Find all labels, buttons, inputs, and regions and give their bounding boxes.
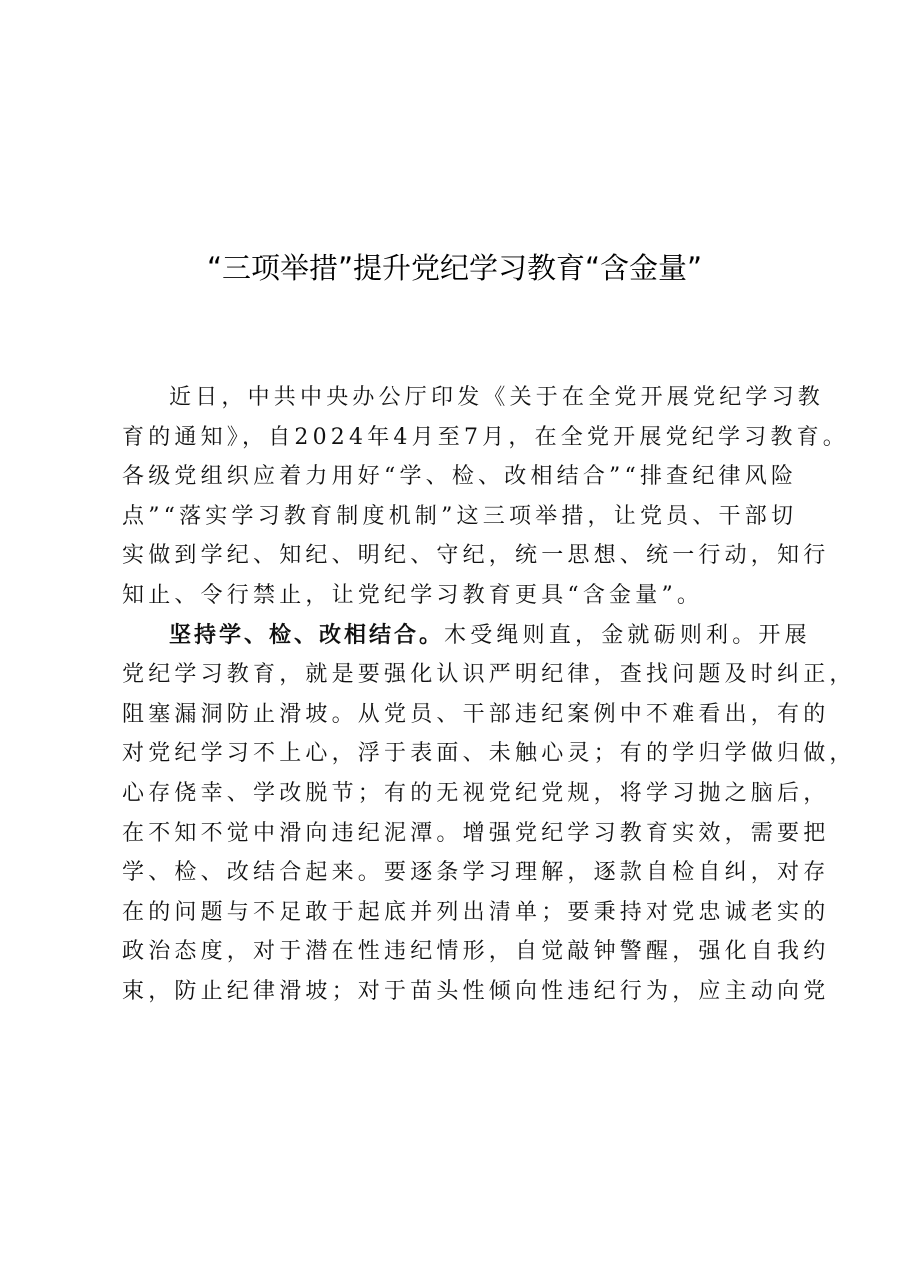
paragraph-first-line — [122, 616, 812, 656]
paragraph-line: 近日，中共中央办公厅印发《关于在全党开展党纪学习教 — [169, 385, 825, 410]
paragraph-line: 实做到学纪、知纪、明纪、守纪，统一思想、统一行动，知行 — [122, 543, 830, 569]
paragraph-lead-heading: 坚持学、检、改相结合。 — [169, 622, 445, 648]
paragraph-line: 党纪学习教育，就是要强化认识严明纪律，查找问题及时纠正， — [122, 662, 856, 688]
paragraph-line: 学、检、改结合起来。要逐条学习理解，逐款自检自纠，对存 — [122, 860, 830, 886]
paragraph-2 — [122, 616, 856, 1012]
paragraph-line: 点”“落实学习教育制度机制”这三项举措，让党员、干部切 — [122, 503, 798, 529]
paragraph-line: 各级党组织应着力用好“学、检、改相结合”“排查纪律风险 — [122, 464, 798, 490]
document-body — [122, 378, 856, 1012]
paragraph-line-rest: 木受绳则直，金就砺则利。开展 — [444, 622, 811, 648]
paragraph-line: 政治态度，对于潜在性违纪情形，自觉敲钟警醒，强化自我约 — [122, 939, 830, 965]
paragraph-line: 在不知不觉中滑向违纪泥潭。增强党纪学习教育实效，需要把 — [122, 820, 830, 846]
document-title: “三项举措”提升党纪学习教育“含金量” — [206, 251, 703, 285]
paragraph-line: 在的问题与不足敢于起底并列出清单；要秉持对党忠诚老实的 — [122, 899, 830, 925]
paragraph-line: 阻塞漏洞防止滑坡。从党员、干部违纪案例中不难看出，有的 — [122, 701, 830, 727]
paragraph-line: 知止、令行禁止，让党纪学习教育更具“含金量”。 — [122, 582, 704, 608]
paragraph-line: 心存侥幸、学改脱节；有的无视党纪党规，将学习抛之脑后， — [122, 780, 830, 806]
paragraph-line: 育的通知》，自2024年4月至7月，在全党开展党纪学习教育。 — [122, 424, 849, 450]
paragraph-line: 束，防止纪律滑坡；对于苗头性倾向性违纪行为，应主动向党 — [122, 978, 830, 1004]
paragraph-line: 对党纪学习不上心，浮于表面、未触心灵；有的学归学做归做， — [122, 741, 856, 767]
paragraph-1 — [122, 378, 849, 616]
